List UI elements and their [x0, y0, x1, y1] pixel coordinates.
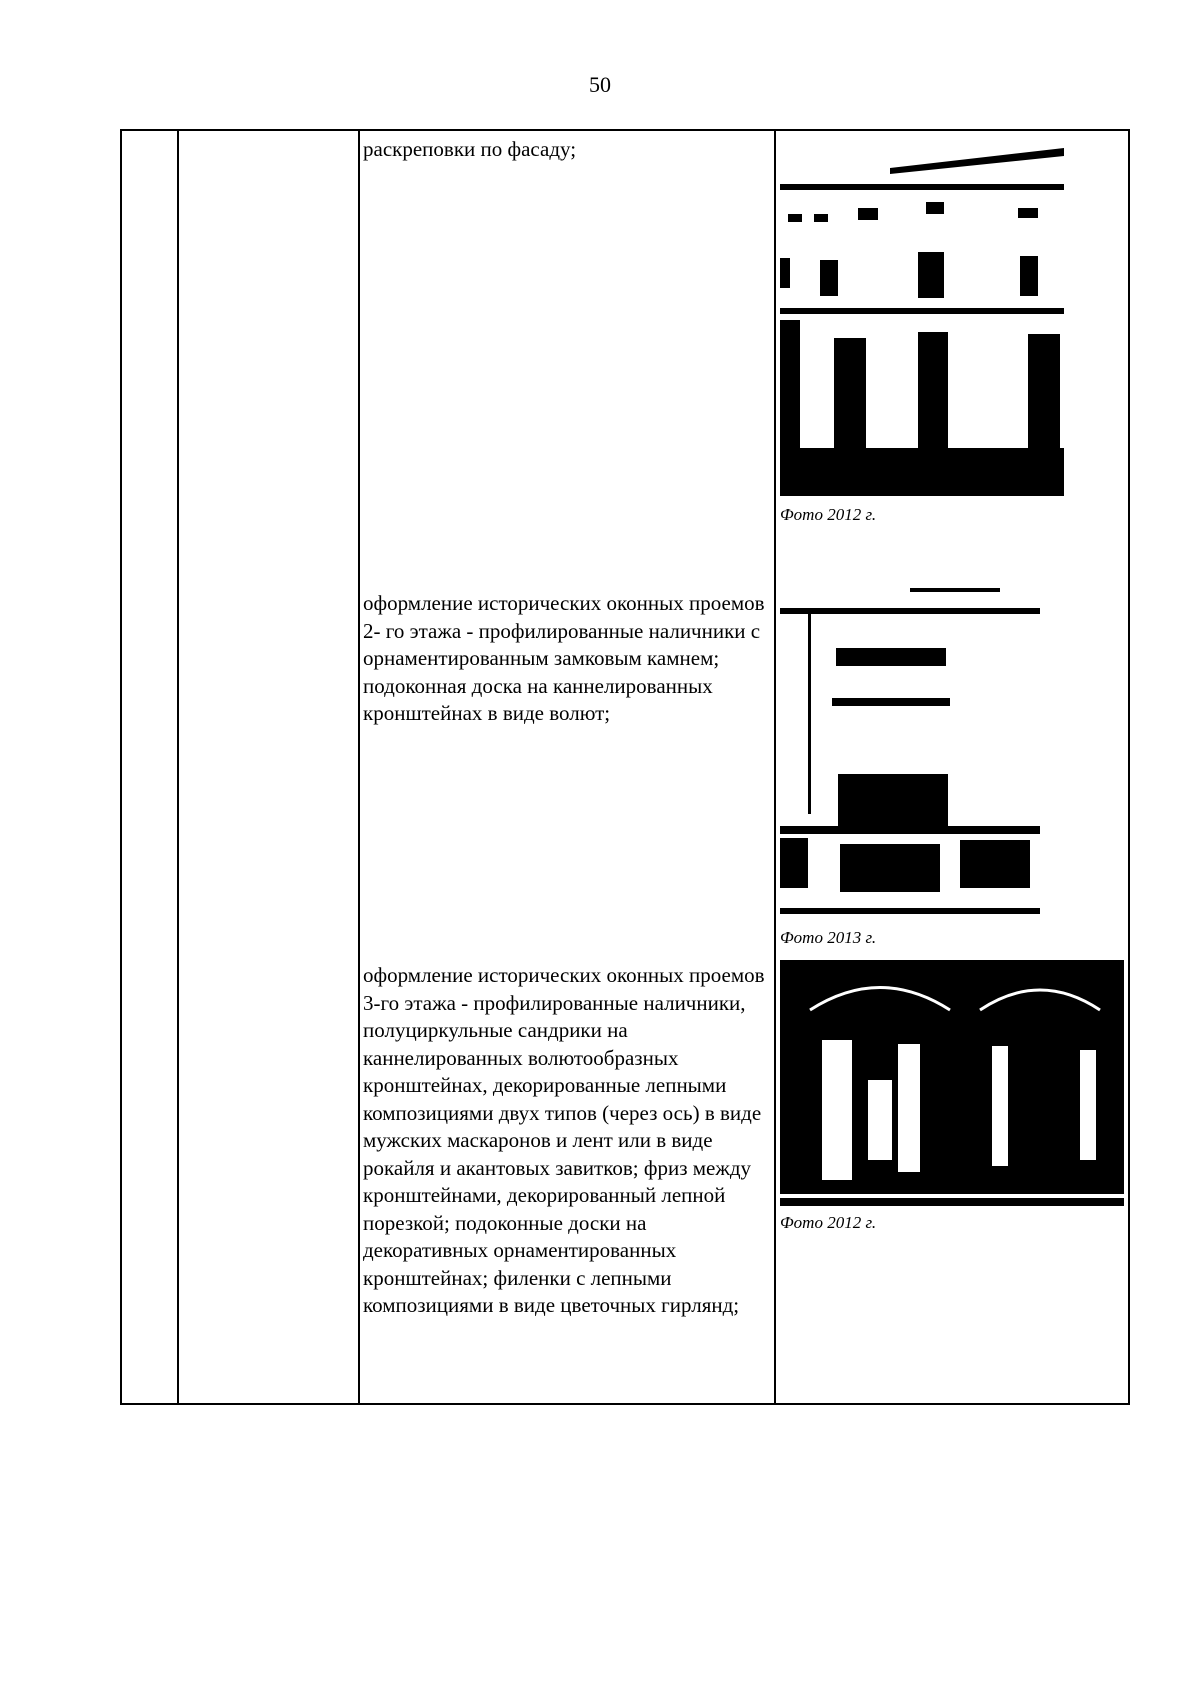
facade-photo-2: [780, 588, 1040, 924]
element-description-2: оформление исторических оконных проемов 2- го этажа - профилированные наличники с орнаментированным замковым камнем; подоконная доска на каннелированных кронштейнах в виде волют;: [363, 591, 765, 725]
facade-photo-3: [780, 960, 1124, 1206]
photo-caption-3: Фото 2012 г.: [780, 1213, 877, 1232]
facade-photo-1: [780, 148, 1064, 496]
photo-caption-2: Фото 2013 г.: [780, 928, 877, 947]
column-divider-2: [358, 131, 360, 1403]
photo-caption-1: Фото 2012 г.: [780, 505, 877, 524]
element-description-3: оформление исторических оконных проемов 3-го этажа - профилированные наличники, полуциркульные сандрики на каннелированных волютообразных кронштейнах, декорированные лепными композициями двух типов (через ось) в виде мужских маскаронов и лент или в виде рокайля и акантовых завитков; фриз между кронштейнами, декорированный лепной порезкой; подоконные доски на декоративных орнаментированных кронштейнах; филенки с лепными композициями в виде цветочных гирлянд;: [363, 963, 765, 1317]
column-divider-3: [774, 131, 776, 1403]
column-divider-1: [177, 131, 179, 1403]
page-number: 50: [589, 72, 611, 97]
element-description-1: раскреповки по фасаду;: [363, 137, 577, 161]
